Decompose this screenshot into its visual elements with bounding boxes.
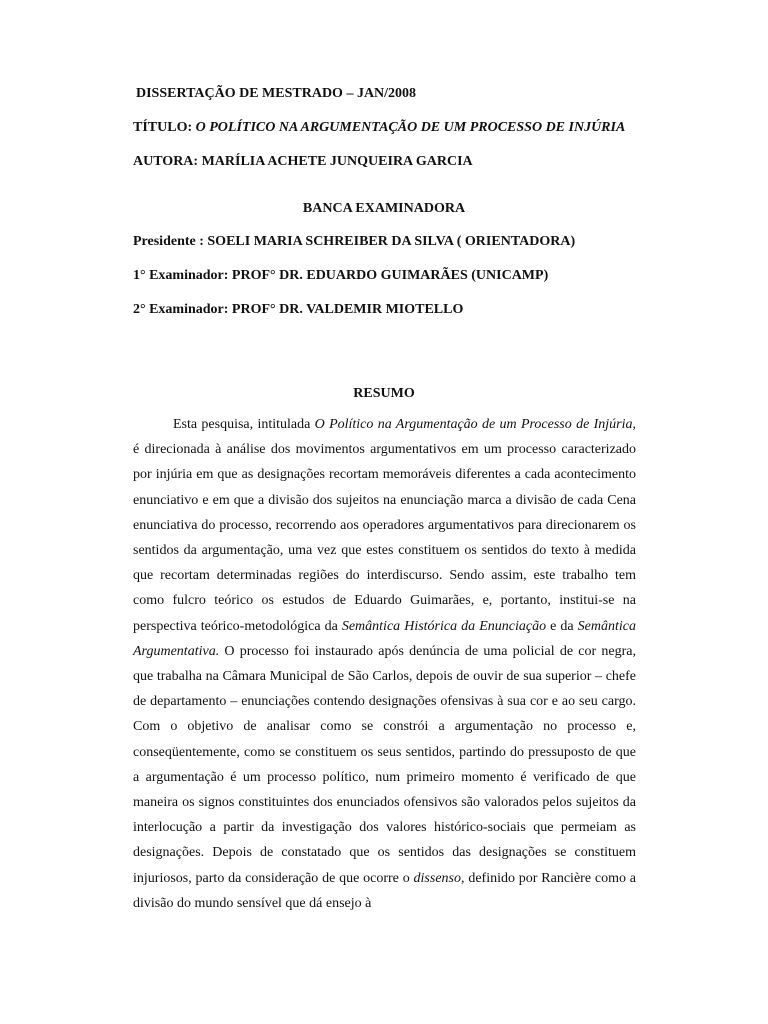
abstract-text: , definido por Rancière como a divisão do mundo sensível que dá ensejo à [133, 870, 636, 911]
title-line [133, 120, 625, 136]
banca-heading: BANCA EXAMINADORA [302, 201, 466, 216]
abstract-text: é direcionada à análise dos movimentos argumentativos em um processo caracterizado por injúria em que as designações recortam memoráveis diferentes a cada acontecimento enunciativo e em que a divisão dos sujeitos na enunciação marca a divisão de cada Cena enunciativa do processo, recorrendo aos operadores argumentativos para direcionarem os sentidos da argumentação, uma vez que estes constituem os sentidos do texto à medida que recortam determinadas regiões do interdiscurso. Sendo assim, este trabalho tem como fulcro teórico os estudos de Eduardo Guimarães, e, portanto, institui-se na perspectiva teórico-metodológica da [133, 442, 636, 634]
abstract-italic-title: O Político na Argumentação de um Processo de Injúria, [314, 417, 636, 432]
title-label: TÍTULO: [133, 120, 193, 135]
abstract-italic-term: dissenso [413, 870, 461, 886]
abstract-italic-term: Semântica Argumentativa. [133, 618, 636, 659]
abstract-text: e da [546, 618, 578, 634]
examiner1-line: 1° Examinador: PROF° DR. EDUARDO GUIMARÃES (UNICAMP) [133, 268, 549, 283]
examiner2-line: 2° Examinador: PROF° DR. VALDEMIR MIOTELLO [133, 302, 464, 317]
abstract-text: O processo foi instaurado após denúncia de uma policial de cor negra, que trabalha na Câmara Municipal de São Carlos, depois de ouvir de sua superior – chefe de departamento – enunciações contendo designações ofensivas à sua cor e ao seu cargo. Com o objetivo de analisar como se constrói a argumentação no processo e, conseqüentemente, como se constituem os seus sentidos, partindo do pressuposto de que a argumentação é um processo político, num primeiro momento é verificado de que maneira os signos constituintes dos enunciados ofensivos são valorados pelos sujeitos da interlocução a partir da investigação dos valores histórico-sociais que permeiam as designações. Depois de constatado que os sentidos das designações se constituem injuriosos, parto da consideração de que ocorre o [133, 643, 636, 886]
abstract-paragraph [133, 412, 636, 916]
abstract-body [133, 412, 636, 916]
president-line: Presidente : SOELI MARIA SCHREIBER DA SILVA ( ORIENTADORA) [133, 234, 576, 249]
dissertation-line: DISSERTAÇÃO DE MESTRADO – JAN/2008 [136, 86, 417, 101]
title-value: O POLÍTICO NA ARGUMENTAÇÃO DE UM PROCESSO DE INJÚRIA [195, 120, 626, 135]
resumo-heading: RESUMO [353, 386, 415, 401]
author-line: AUTORA: MARÍLIA ACHETE JUNQUEIRA GARCIA [133, 154, 473, 169]
abstract-italic-term: Semântica Histórica da Enunciação [341, 618, 547, 634]
abstract-text: Esta pesquisa, intitulada [173, 417, 315, 432]
